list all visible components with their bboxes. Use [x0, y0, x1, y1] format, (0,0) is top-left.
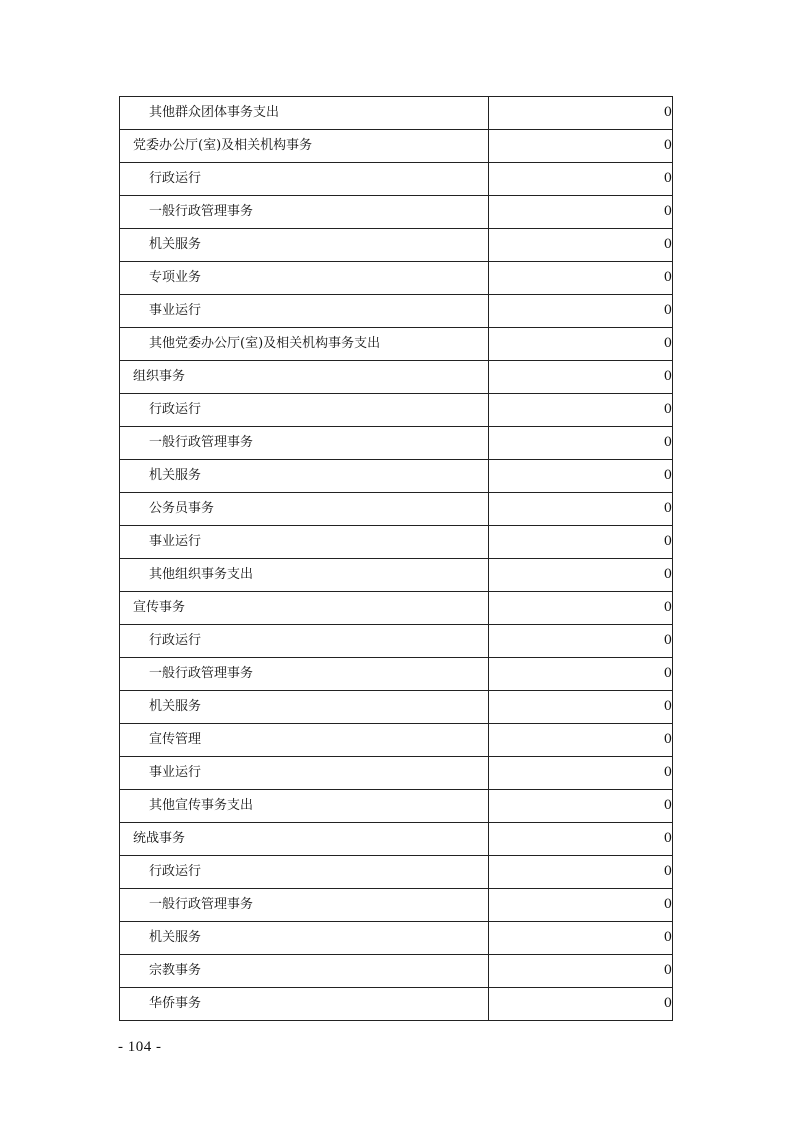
row-item-name: 行政运行 [120, 163, 489, 196]
row-item-name: 机关服务 [120, 691, 489, 724]
row-item-name: 宣传管理 [120, 724, 489, 757]
row-item-name: 行政运行 [120, 394, 489, 427]
row-item-value: 0 [489, 658, 673, 691]
table-row [120, 394, 673, 427]
row-item-name: 其他组织事务支出 [120, 559, 489, 592]
row-item-value: 0 [489, 394, 673, 427]
row-item-value: 0 [489, 328, 673, 361]
row-item-value: 0 [489, 295, 673, 328]
row-item-name: 机关服务 [120, 229, 489, 262]
table-row [120, 97, 673, 130]
row-item-value: 0 [489, 262, 673, 295]
row-item-name: 其他宣传事务支出 [120, 790, 489, 823]
row-item-value: 0 [489, 229, 673, 262]
row-item-name: 行政运行 [120, 856, 489, 889]
row-item-name: 其他党委办公厅(室)及相关机构事务支出 [120, 328, 489, 361]
row-item-name: 机关服务 [120, 460, 489, 493]
table-row [120, 724, 673, 757]
row-item-value: 0 [489, 163, 673, 196]
row-item-value: 0 [489, 757, 673, 790]
row-item-name: 行政运行 [120, 625, 489, 658]
row-item-name: 一般行政管理事务 [120, 427, 489, 460]
row-item-value: 0 [489, 790, 673, 823]
row-item-name: 宣传事务 [120, 592, 489, 625]
row-item-name: 事业运行 [120, 295, 489, 328]
row-item-name: 机关服务 [120, 922, 489, 955]
row-item-value: 0 [489, 526, 673, 559]
table-row [120, 163, 673, 196]
row-item-value: 0 [489, 955, 673, 988]
table-row [120, 691, 673, 724]
table-row [120, 229, 673, 262]
table-row [120, 361, 673, 394]
page-number: - 104 - [118, 1039, 162, 1055]
table-row [120, 658, 673, 691]
row-item-value: 0 [489, 856, 673, 889]
table-row [120, 328, 673, 361]
row-item-name: 统战事务 [120, 823, 489, 856]
table-row [120, 130, 673, 163]
table-row [120, 196, 673, 229]
table-row [120, 757, 673, 790]
row-item-name: 事业运行 [120, 757, 489, 790]
table-row [120, 922, 673, 955]
row-item-value: 0 [489, 724, 673, 757]
row-item-value: 0 [489, 823, 673, 856]
row-item-name: 其他群众团体事务支出 [120, 97, 489, 130]
row-item-name: 组织事务 [120, 361, 489, 394]
row-item-value: 0 [489, 922, 673, 955]
row-item-value: 0 [489, 592, 673, 625]
row-item-name: 华侨事务 [120, 988, 489, 1021]
row-item-value: 0 [489, 493, 673, 526]
row-item-value: 0 [489, 559, 673, 592]
table-row [120, 625, 673, 658]
row-item-value: 0 [489, 691, 673, 724]
row-item-name: 一般行政管理事务 [120, 196, 489, 229]
table-row [120, 295, 673, 328]
row-item-value: 0 [489, 97, 673, 130]
table-row [120, 823, 673, 856]
table-row [120, 790, 673, 823]
row-item-value: 0 [489, 196, 673, 229]
row-item-name: 一般行政管理事务 [120, 889, 489, 922]
row-item-name: 公务员事务 [120, 493, 489, 526]
table-row [120, 955, 673, 988]
row-item-value: 0 [489, 130, 673, 163]
table-row [120, 262, 673, 295]
table-row [120, 856, 673, 889]
table-row [120, 526, 673, 559]
row-item-name: 宗教事务 [120, 955, 489, 988]
table-row [120, 988, 673, 1021]
table-row [120, 427, 673, 460]
row-item-name: 事业运行 [120, 526, 489, 559]
table-row [120, 592, 673, 625]
table-row [120, 493, 673, 526]
row-item-value: 0 [489, 889, 673, 922]
row-item-value: 0 [489, 427, 673, 460]
table-row [120, 460, 673, 493]
row-item-value: 0 [489, 460, 673, 493]
row-item-value: 0 [489, 988, 673, 1021]
table-row [120, 559, 673, 592]
row-item-value: 0 [489, 625, 673, 658]
table-row [120, 889, 673, 922]
row-item-name: 专项业务 [120, 262, 489, 295]
budget-table [119, 96, 673, 1021]
row-item-value: 0 [489, 361, 673, 394]
row-item-name: 一般行政管理事务 [120, 658, 489, 691]
row-item-name: 党委办公厅(室)及相关机构事务 [120, 130, 489, 163]
budget-table-body [120, 97, 673, 1021]
